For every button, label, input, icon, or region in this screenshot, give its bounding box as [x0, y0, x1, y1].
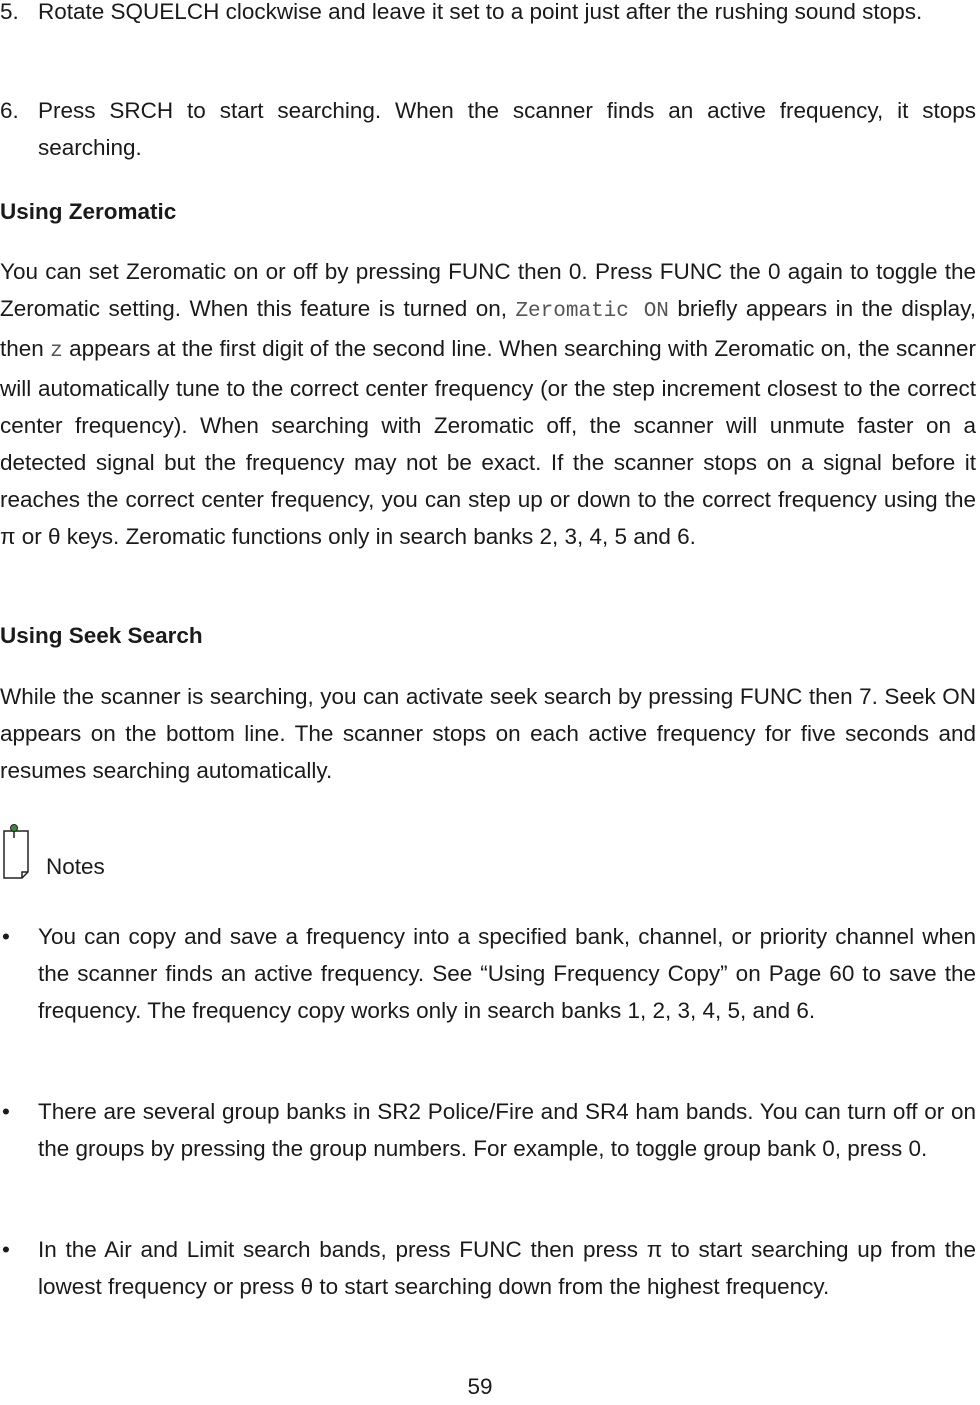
- page-number: 59: [467, 1374, 493, 1399]
- zeromatic-text-3: appears at the first digit of the second line. When searching with Zeromatic on, the scanner will automatically tune to the correct center frequency (or the step increment closest to the correct center frequency). When searching with Zeromatic off, the scanner will unmute faster on a detected signal but the frequency may not be exact. If the scanner stops on a signal before it reaches the correct center frequency, you can step up or down to the correct frequency using the π or θ keys. Zeromatic functions only in search banks 2, 3, 4, 5 and 6.: [0, 336, 976, 549]
- note-text: There are several group banks in SR2 Police/Fire and SR4 ham bands. You can turn off or on the groups by pressing the group numbers. For example, to toggle group bank 0, press 0.: [38, 1099, 976, 1161]
- display-text-zeromatic-on: Zeromatic ON: [515, 300, 669, 323]
- note-item: [0, 918, 976, 1029]
- notes-label: Notes: [46, 854, 105, 879]
- bullet-icon: •: [2, 1237, 10, 1262]
- step-text: Rotate SQUELCH clockwise and leave it set to a point just after the rushing sound stops.: [38, 0, 923, 24]
- display-text-z: z: [50, 340, 63, 363]
- bullet-icon: •: [2, 1099, 10, 1124]
- section-heading-zeromatic: Using Zeromatic: [0, 199, 177, 224]
- step-6: [0, 92, 976, 166]
- note-item: [0, 1093, 976, 1167]
- note-text: You can copy and save a frequency into a specified bank, channel, or priority channel when the scanner finds an active frequency. See “Using Frequency Copy” on Page 60 to save the frequency. The frequency copy works only in search banks 1, 2, 3, 4, 5, and 6.: [38, 924, 976, 1023]
- notes-header: [0, 824, 200, 882]
- bullet-icon: •: [2, 924, 10, 949]
- note-item: [0, 1231, 976, 1305]
- step-number: 6.: [0, 98, 19, 123]
- step-number: 5.: [0, 0, 19, 24]
- section-heading-seek: Using Seek Search: [0, 623, 203, 648]
- step-5: [0, 0, 976, 30]
- seek-paragraph: While the scanner is searching, you can activate seek search by pressing FUNC then 7. Seek ON appears on the bottom line. The scanner stops on each active frequency for five seconds and resumes searching automatically.: [0, 684, 976, 783]
- zeromatic-paragraph: [0, 253, 976, 555]
- step-text: Press SRCH to start searching. When the scanner finds an active frequency, it stops searching.: [38, 98, 976, 160]
- note-pin-icon: [0, 824, 34, 880]
- zeromatic-text-2: briefly appears in the display, then: [0, 296, 976, 361]
- zeromatic-text-1: You can set Zeromatic on or off by pressing FUNC then 0. Press FUNC the 0 again to toggle the Zeromatic setting. When this feature is turned on,: [0, 259, 976, 321]
- note-text: In the Air and Limit search bands, press FUNC then press π to start searching up from the lowest frequency or press θ to start searching down from the highest frequency.: [38, 1237, 976, 1299]
